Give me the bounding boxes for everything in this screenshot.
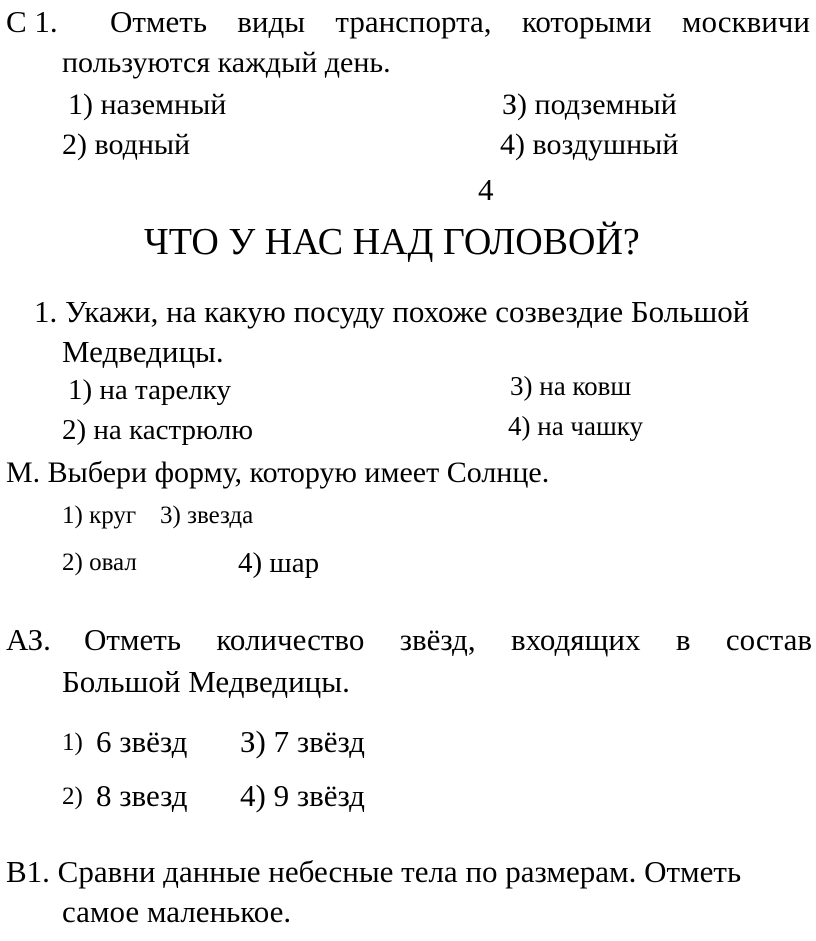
option: 4) шар bbox=[238, 547, 320, 579]
option: 2) на кастрюлю bbox=[62, 414, 254, 446]
question-a3-line2: Большой Медведицы. bbox=[62, 664, 350, 699]
word: количество bbox=[216, 622, 365, 657]
option-number: 1) bbox=[62, 729, 83, 756]
question-1-line2: Медведицы. bbox=[62, 334, 224, 369]
word: Отметь bbox=[110, 4, 207, 39]
option: 8 звезд bbox=[96, 778, 188, 813]
word: которыми bbox=[521, 4, 652, 39]
option: 4) воздушный bbox=[500, 128, 679, 161]
question-b1-line1: В1. Сравни данные небесные тела по размерам. Отметь bbox=[6, 854, 742, 889]
option: 1) на тарелку bbox=[68, 374, 231, 406]
question-m-text: М. Выбери форму, которую имеет Солнце. bbox=[6, 456, 550, 489]
option: 1) круг bbox=[62, 502, 137, 529]
option: 2) водный bbox=[62, 128, 191, 161]
question-c1-line2: пользуются каждый день. bbox=[62, 46, 391, 79]
question-b1-line2: самое маленькое. bbox=[62, 894, 292, 929]
page-number: 4 bbox=[478, 172, 494, 207]
question-c1-line1 bbox=[110, 6, 810, 37]
option: 4) на чашку bbox=[508, 411, 644, 441]
option: 4) 9 звёзд bbox=[240, 778, 365, 813]
option: З) 7 звёзд bbox=[240, 724, 365, 759]
question-a3-line1 bbox=[84, 624, 812, 655]
option: 1) наземный bbox=[68, 88, 227, 121]
word: в bbox=[675, 622, 691, 657]
option-number: 2) bbox=[62, 783, 83, 810]
option: 2) овал bbox=[62, 549, 137, 576]
question-a3-label: АЗ. bbox=[6, 622, 51, 657]
word: состав bbox=[725, 622, 812, 657]
question-c1-label: С 1. bbox=[6, 4, 58, 39]
option: 3) на ковш bbox=[510, 371, 632, 401]
option: 3) звезда bbox=[160, 502, 254, 529]
word: москвичи bbox=[681, 4, 810, 39]
word: звёзд, bbox=[399, 622, 476, 657]
word: виды bbox=[237, 4, 306, 39]
word: Отметь bbox=[84, 622, 181, 657]
word: входящих bbox=[510, 622, 641, 657]
option: З) подземный bbox=[502, 88, 677, 121]
section-title: ЧТО У НАС НАД ГОЛОВОЙ? bbox=[144, 221, 640, 263]
option: 6 звёзд bbox=[96, 724, 188, 759]
question-1-line1: 1. Укажи, на какую посуду похоже созвездие Большой bbox=[34, 294, 750, 329]
word: транспорта, bbox=[335, 4, 492, 39]
